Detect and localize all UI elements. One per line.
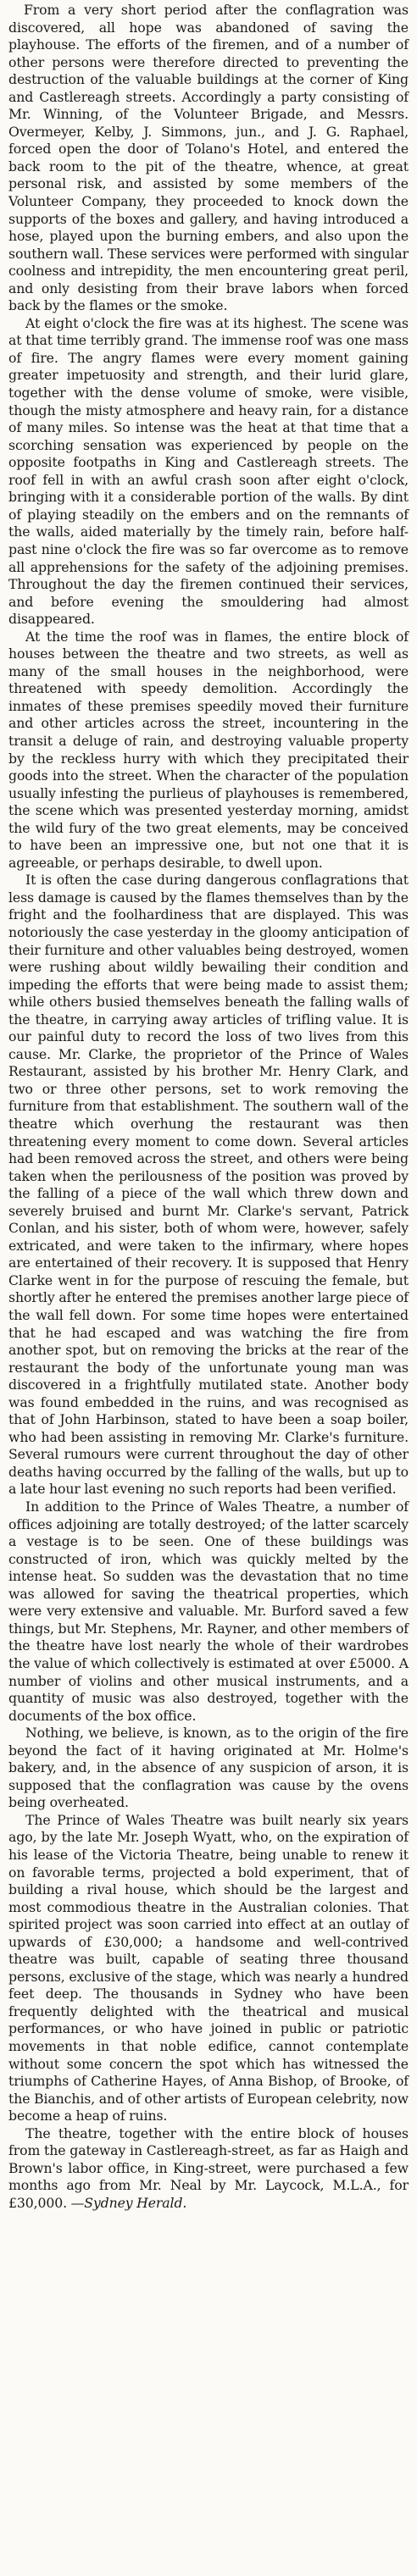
article-paragraph: The Prince of Wales Theatre was built nearly six years ago, by the late Mr. Joseph Wyatt, who, on the expiration of his lease of the Victoria Theatre, being unable to renew it on favorable terms, projected a bold experiment, that of building a rival house, which should be the largest and most commodious theatre in the Australian colonies. That spirited project was soon carried into effect at an outlay of upwards of £30,000; a handsome and well-contrived theatre was built, capable of seating three thousand persons, exclusive of the stage, which was nearly a hundred feet deep. The thousands in Sydney who have been frequently delighted with the theatrical and musical performances, or who have joined in public or patriotic movements in that noble edifice, cannot contemplate without some concern the spot which has witnessed the triumphs of Catherine Hayes, of Anna Bishop, of Brooke, of the Bianchis, and of other artists of European celebrity, now become a heap of ruins. — [8, 1811, 409, 2125]
article-paragraph-text: The theatre, together with the entire block of houses from the gateway in Castlereagh-street, as far as Haigh and Brown's labor office, in King-street, were purchased a few months ago from Mr. Neal by Mr. Laycock, M.L.A., for £30,000. — [8, 2125, 409, 2211]
article-paragraph: At eight o'clock the fire was at its highest. The scene was at that time terribly grand. The immense roof was one mass of fire. The angry flames were every moment gaining greater impetuosity and strength, and their lurid glare, together with the dense volume of smoke, were visible, though the misty atmosphere and heavy rain, for a distance of many miles. So intense was the heat at that time that a scorching sensation was experienced by people on the opposite footpaths in King and Castlereagh streets. The roof fell in with an awful crash soon after eight o'clock, bringing with it a considerable portion of the walls. By dint of playing steadily on the embers and on the remnants of the walls, aided materially by the timely rain, before half-past nine o'clock the fire was so far overcome as to remove all apprehensions for the safety of the adjoining premises. Throughout the day the firemen continued their services, and before evening the smouldering had almost disappeared. — [8, 314, 409, 628]
article-paragraph: In addition to the Prince of Wales Theatre, a number of offices adjoining are totally destroyed; of the latter scarcely a vestage is to be seen. One of these buildings was constructed of iron, which was quickly melted by the intense heat. So sudden was the devastation that no time was allowed for saving the theatrical properties, which were very extensive and valuable. Mr. Burford saved a few things, but Mr. Stephens, Mr. Rayner, and other members of the theatre have lost nearly the whole of their wardrobes the value of which collectively is estimated at over £5000. A number of violins and other musical instruments, and a quantity of music was also destroyed, together with the documents of the box office. — [8, 1499, 409, 1724]
article-paragraph: At the time the roof was in flames, the entire block of houses between the theatre and two streets, as well as many of the small houses in the neighborhood, were threatened with speedy demolition. Accordingly the inmates of these premises speedily moved their furniture and other articles across the street, incountering in the transit a deluge of rain, and destroying valuable property by the reckless hurry with which they precipitated their goods into the street. When the character of the population usually infesting the purlieus of playhouses is remembered, the scene which was presented yesterday morning, amidst the wild fury of the two great elements, may be conceived to have been an impressive one, but not one that it is agreeable, or perhaps desirable, to dwell upon. — [8, 628, 409, 871]
article-paragraph: It is often the case during dangerous conflagrations that less damage is caused by the flames themselves than by the fright and the foolhardiness that are displayed. This was notoriously the case yesterday in the gloomy anticipation of their furniture and other valuables being destroyed, women were rushing about wildly bewailing their condition and impeding the efforts that were being made to assist them; while others busied themselves beneath the falling walls of the theatre, in carrying away articles of trifling value. It is our painful duty to record the loss of two lives from this cause. Mr. Clarke, the proprietor of the Prince of Wales Restaurant, assisted by his brother Mr. Henry Clark, and two or three other persons, set to work removing the furniture from that establishment. The southern wall of the theatre which overhung the restaurant was then threatening every moment to come down. Several articles had been removed across the street, and others were being taken when the perilousness of the position was proved by the falling of a piece of the wall which threw down and severely bruised and burnt Mr. Clarke's servant, Patrick Conlan, and his sister, both of whom were, however, safely extricated, and were taken to the infirmary, where hopes are entertained of their recovery. It is supposed that Henry Clarke went in for the purpose of rescuing the female, but shortly after he entered the premises another large piece of the wall fell down. For some time hopes were entertained that he had escaped and was watching the fire from another spot, but on removing the bricks at the rear of the restaurant the body of the unfortunate young man was discovered in a frightfully mutilated state. Another body was found embedded in the ruins, and was recognised as that of John Harbinson, stated to have been a soap boiler, who had been assisting in removing Mr. Clarke's furniture. Several rumours were current throughout the day of other deaths having occurred by the falling of the walls, but up to a late hour last evening no such reports had been verified. — [8, 872, 409, 1498]
article-paragraph: Nothing, we believe, is known, as to the origin of the fire beyond the fact of it having originated at Mr. Holme's bakery, and, in the absence of any suspicion of arson, it is supposed that the conflagration was cause by the ovens being overheated. — [8, 1725, 409, 1811]
article-paragraph-last — [8, 2125, 409, 2213]
source-credit: —Sydney Herald. — [70, 2194, 187, 2211]
article-paragraph: From a very short period after the conflagration was discovered, all hope was abandoned of saving the playhouse. The efforts of the firemen, and of a number of other persons were therefore directed to preventing the destruction of the valuable buildings at the corner of King and Castlereagh streets. Accordingly a party consisting of Mr. Winning, of the Volunteer Brigade, and Messrs. Overmeyer, Kelby, J. Simmons, jun., and J. G. Raphael, forced open the door of Tolano's Hotel, and entered the back room to the pit of the theatre, whence, at great personal risk, and assisted by some members of the Volunteer Company, they proceeded to knock down the supports of the boxes and gallery, and having introduced a hose, played upon the burning embers, and also upon the southern wall. These services were performed with singular coolness and intrepidity, the men encountering great peril, and only desisting from their brave labors when forced back by the flames or the smoke. — [8, 2, 409, 314]
